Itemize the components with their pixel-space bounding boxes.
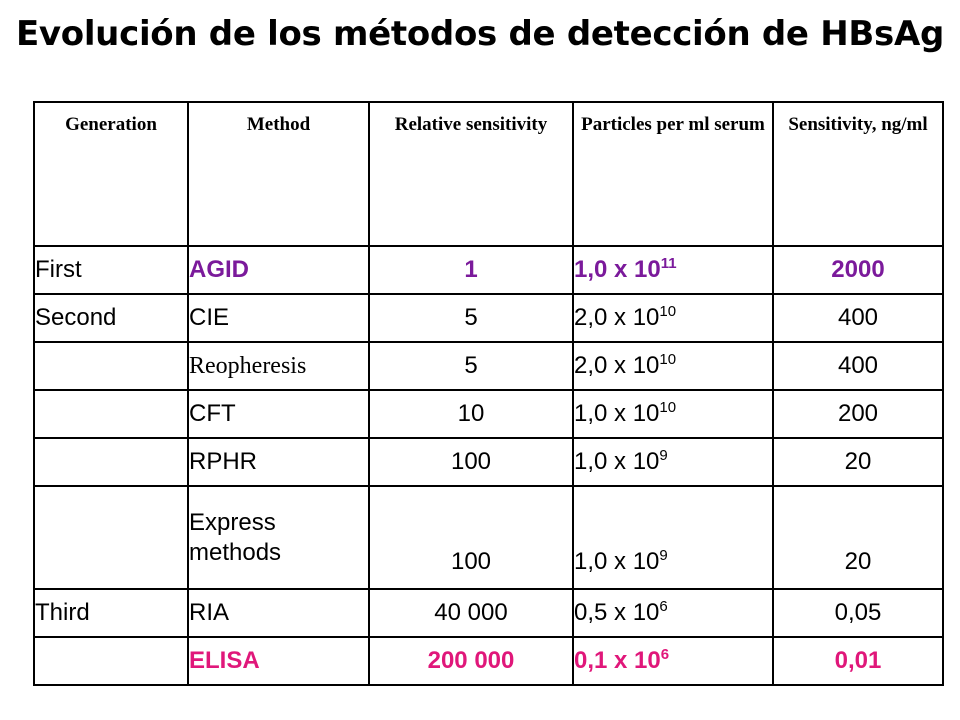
particles-exponent: 9: [659, 547, 668, 564]
particles-cell: [573, 390, 773, 438]
particles-mantissa: 1,0 x 10: [574, 256, 661, 283]
header-relative-sensitivity: Relative sensitivity: [369, 102, 573, 246]
method-cell: RIA: [188, 589, 369, 637]
particles-mantissa: 1,0 x 10: [574, 400, 660, 427]
particles-mantissa: 2,0 x 10: [574, 304, 660, 331]
relative-sensitivity-cell: 200 000: [369, 637, 573, 685]
method-cell: CFT: [188, 390, 369, 438]
sensitivity-cell: 200: [773, 390, 943, 438]
relative-sensitivity-cell: 10: [369, 390, 573, 438]
sensitivity-cell: 400: [773, 342, 943, 390]
relative-sensitivity-cell: 100: [369, 438, 573, 486]
table-row: [34, 637, 943, 685]
table-row: [34, 294, 943, 342]
header-method: Method: [188, 102, 369, 246]
table-row: [34, 589, 943, 637]
particles-mantissa: 0,5 x 10: [574, 599, 660, 626]
sensitivity-cell: 400: [773, 294, 943, 342]
header-sensitivity-ngml: Sensitivity, ng/ml: [773, 102, 943, 246]
particles-exponent: 9: [659, 447, 668, 464]
generation-cell: Third: [34, 589, 188, 637]
generation-cell-empty: [34, 637, 188, 685]
sensitivity-cell: 2000: [773, 246, 943, 294]
hbsag-methods-table: [33, 101, 944, 686]
relative-sensitivity-cell: 100: [369, 486, 573, 589]
particles-exponent: 6: [659, 598, 668, 615]
sensitivity-cell: 20: [773, 438, 943, 486]
particles-mantissa: 1,0 x 10: [574, 448, 660, 475]
generation-cell-empty: [34, 486, 188, 589]
table-row: [34, 342, 943, 390]
method-cell: RPHR: [188, 438, 369, 486]
particles-mantissa: 1,0 x 10: [574, 548, 660, 575]
table-row: [34, 390, 943, 438]
particles-cell: [573, 438, 773, 486]
method-cell: Reopheresis: [188, 342, 369, 390]
table-row: [34, 438, 943, 486]
particles-cell: [573, 246, 773, 294]
generation-cell-empty: [34, 342, 188, 390]
particles-exponent: 6: [660, 646, 670, 663]
particles-exponent: 10: [659, 303, 677, 320]
relative-sensitivity-cell: 40 000: [369, 589, 573, 637]
particles-exponent: 10: [659, 399, 677, 416]
particles-cell: [573, 486, 773, 589]
relative-sensitivity-cell: 1: [369, 246, 573, 294]
relative-sensitivity-cell: 5: [369, 342, 573, 390]
header-row: [34, 102, 943, 246]
method-cell: ELISA: [188, 637, 369, 685]
table-row: [34, 246, 943, 294]
particles-mantissa: 0,1 x 10: [574, 647, 661, 674]
method-cell: Express methods: [188, 486, 369, 589]
table-row: [34, 486, 943, 589]
particles-cell: [573, 294, 773, 342]
header-generation: Generation: [34, 102, 188, 246]
generation-cell: First: [34, 246, 188, 294]
method-cell: AGID: [188, 246, 369, 294]
sensitivity-cell: 0,05: [773, 589, 943, 637]
slide-title: Evolución de los métodos de detección de HBsAg: [15, 14, 944, 54]
header-particles-per-ml: Particles per ml serum: [573, 102, 773, 246]
particles-cell: [573, 342, 773, 390]
relative-sensitivity-cell: 5: [369, 294, 573, 342]
generation-cell-empty: [34, 390, 188, 438]
particles-exponent: 10: [659, 351, 677, 368]
particles-mantissa: 2,0 x 10: [574, 352, 660, 379]
generation-cell-empty: [34, 438, 188, 486]
particles-exponent: 11: [660, 255, 677, 272]
particles-cell: [573, 589, 773, 637]
sensitivity-cell: 0,01: [773, 637, 943, 685]
sensitivity-cell: 20: [773, 486, 943, 589]
method-cell: CIE: [188, 294, 369, 342]
particles-cell: [573, 637, 773, 685]
generation-cell: Second: [34, 294, 188, 342]
